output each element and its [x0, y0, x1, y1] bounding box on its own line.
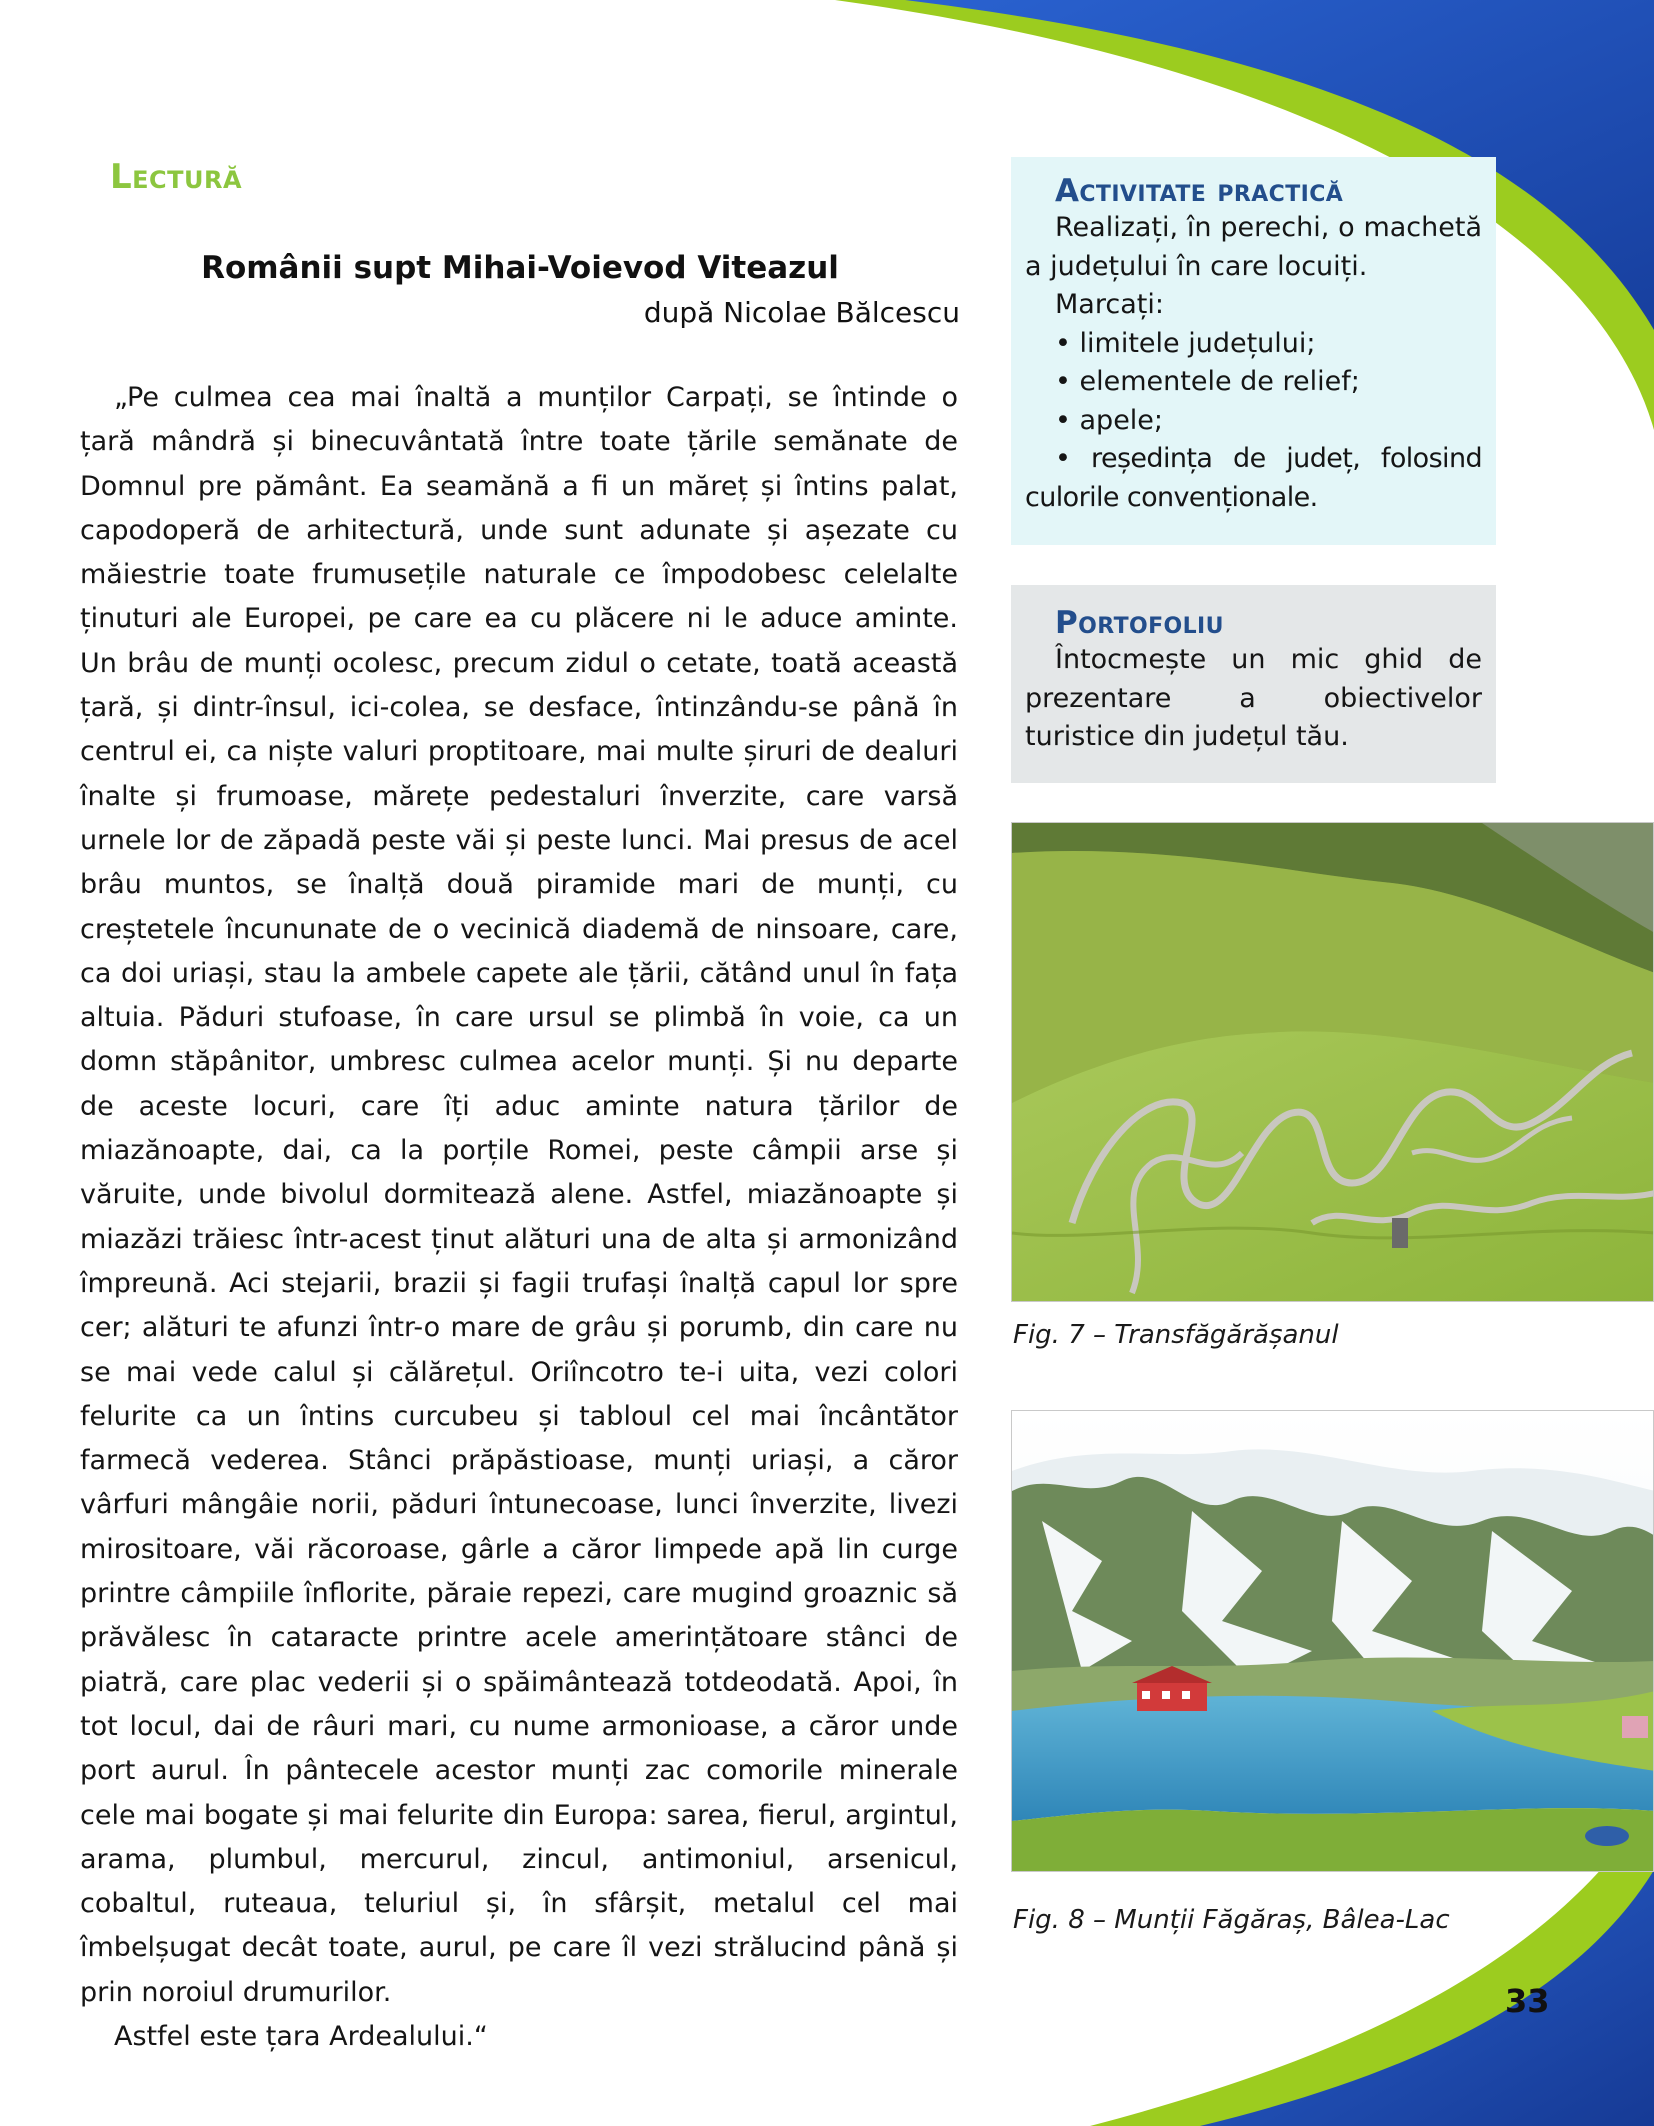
figure-caption: Fig. 8 – Munții Făgăraș, Bâlea-Lac [1013, 1905, 1450, 1935]
page-number: 33 [1505, 1982, 1550, 2020]
section-label: Lectură [110, 157, 243, 197]
activity-item: • elementele de relief; [1055, 366, 1360, 397]
activity-intro: Realizați, în perechi, o machetă a județului în care locuiți. [1025, 212, 1482, 282]
reading-title: Românii supt Mihai-Voievod Viteazul [201, 250, 839, 286]
transfagarasan-photo [1011, 822, 1654, 1302]
portfolio-paragraph: Întocmește un mic ghid de prezentare a obiectivelor turistice din județul tău. [1025, 644, 1482, 752]
activity-item: • apele; [1055, 404, 1164, 436]
activity-box [1011, 157, 1496, 545]
portfolio-title: Portofoliu [1055, 605, 1224, 641]
portfolio-text [1025, 641, 1482, 757]
activity-item: • limitele județului; [1055, 327, 1316, 359]
portfolio-box [1011, 585, 1496, 783]
reading-text [80, 376, 958, 2059]
mountain-road-image [1012, 823, 1654, 1302]
reading-paragraph: Astfel este țara Ardealului.“ [114, 2020, 488, 2052]
activity-text [1025, 209, 1482, 517]
figure-caption: Fig. 7 – Transfăgărășanul [1013, 1320, 1339, 1350]
reading-paragraph: „Pe culmea cea mai înaltă a munților Carpați, se întinde o țară mândră și binecuvântată între toate țările semănate de Domnul pre pământ. Ea seamănă a fi un măreț și întins palat, capodoperă de arhitectură, unde sunt adunate și așezate cu măiestrie toate frumusețile naturale ce împodobesc celelalte ținuturi ale Europei, pe care ea cu plăcere ni le aduce aminte. Un brâu de munți ocolesc, precum zidul o cetate, toată această țară, și dintr-însul, ici-colea, se desface, întinzându-se până în centrul ei, ca niște valuri proptitoare, mai multe șiruri de dealuri înalte și frumoase, mărețe pedestaluri înverzite, care varsă urnele lor de zăpadă peste văi și peste lunci. Mai presus de acel brâu muntos, se înalță două piramide mari de munți, cu creștetele încununate de o vecinică diademă de ninsoare, care, ca doi uriași, stau la ambele capete ale țării, cătând unul în fața altuia. Păduri stufoase, în care ursul se plimbă în voie, ca un domn stăpânitor, umbresc culmea acelor munți. Și nu departe de aceste locuri, care îți aduc aminte natura țărilor de miazănoapte, dai, ca la porțile Romei, peste câmpii arse și văruite, unde bivolul dormitează alene. Astfel, miazănoapte și miazăzi trăiesc într-acest ținut alături una de alta și armonizând împreună. Aci stejarii, brazii și fagii trufași înalță capul lor spre cer; alături te afunzi într-o mare de grâu și porumb, din care nu se mai vede calul și călărețul. Oriîncotro te-i uita, vezi colori felurite ca un întins curcubeu și tabloul cel mai încântător farmecă vederea. Stânci prăpăstioase, munți uriași, a căror vârfuri mângâie norii, păduri întunecoase, lunci înverzite, livezi mirositoare, văi răcoroase, gârle a căror limpede apă lin curge printre câmpiile înflorite, păraie repezi, care mugind groaznic să prăvălesc în cataracte printre acele amerințătoare stânci de piatră, care plac vederii și o spăimântează totdeodată. Apoi, în tot locul, dai de râuri mari, cu nume armonioase, a căror unde port aurul. În pântecele acestor munți zac comorile minerale cele mai bogate și mai felurite din Europa: sarea, fierul, argintul, arama, plumbul, mercurul, zincul, antimoniul, arsenicul, cobaltul, ruteaua, teluriul și, în sfârșit, metalul cel mai îmbelșugat decât toate, aurul, pe care îl vezi strălucind până și prin noroiul drumurilor. [80, 382, 958, 2008]
activity-title: Activitate practică [1055, 173, 1344, 209]
reading-author: după Nicolae Bălcescu [643, 296, 960, 329]
mountain-lake-image [1012, 1411, 1654, 1872]
balea-lac-photo [1011, 1410, 1654, 1872]
activity-item: • reședința de județ, folosind culorile convenționale. [1025, 443, 1482, 513]
activity-mark-label: Marcați: [1055, 289, 1164, 320]
